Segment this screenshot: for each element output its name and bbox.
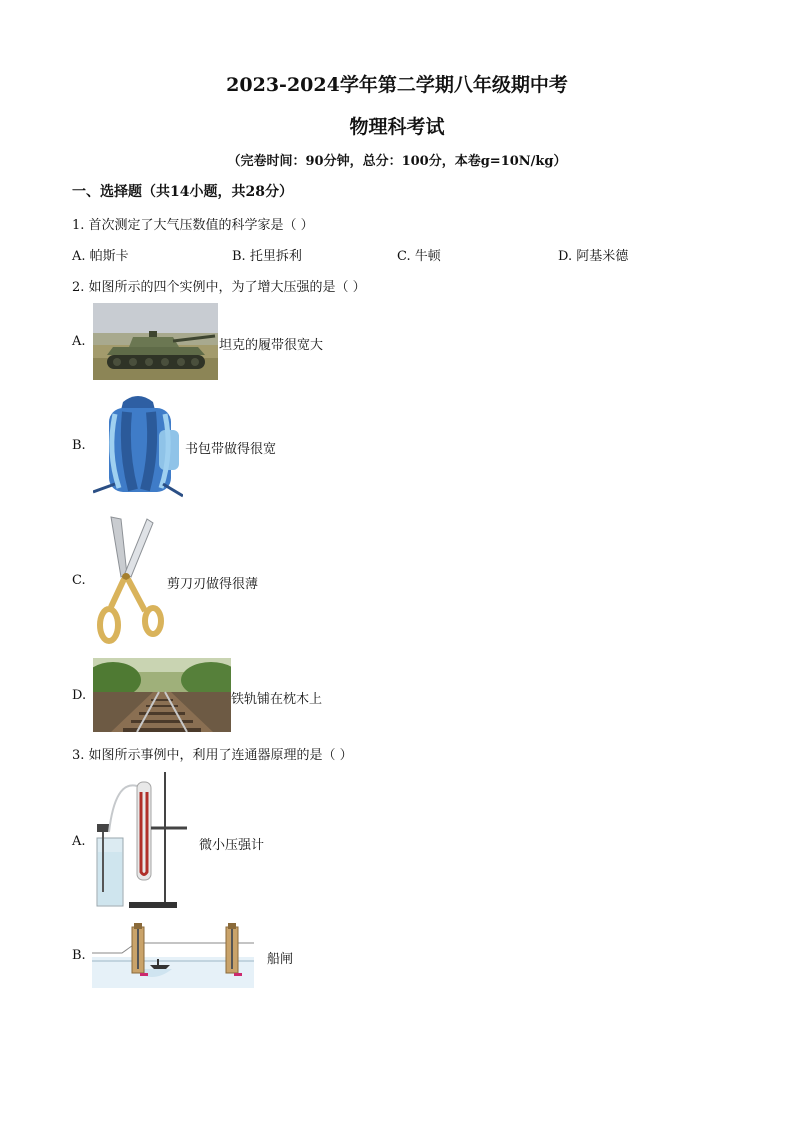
question-2-option-a-letter: A. [72,334,86,349]
question-1-option-b: B. 托里拆利 [232,249,302,264]
question-2-option-d-text: 铁轨铺在枕木上 [231,692,323,707]
question-2-option-c-text: 剪刀刃做得很薄 [167,577,259,592]
question-3-option-b-letter: B. [72,948,86,963]
question-3-option-a-text: 微小压强计 [199,838,265,853]
question-2-option-b-text: 书包带做得很宽 [185,442,277,457]
question-1-option-c: C. 牛顿 [397,249,441,264]
question-2-stem: 2. 如图所示的四个实例中，为了增大压强的是（ ） [72,280,366,295]
exam-info: （完卷时间：90分钟，总分：100分，本卷g=10N/kg） [227,154,567,169]
question-2-option-d-letter: D. [72,688,87,703]
scissors-illustration [97,515,167,645]
question-3-stem: 3. 如图所示事例中，利用了连通器原理的是（ ） [72,748,353,763]
question-3-option-b-text: 船闸 [267,952,294,967]
ship-lock-illustration [92,921,254,988]
exam-title: 2023-2024学年第二学期八年级期中考 [226,74,568,96]
question-1-stem: 1. 首次测定了大气压数值的科学家是（ ） [72,218,314,233]
question-2-option-c-letter: C. [72,573,86,588]
railway-illustration [93,658,231,732]
question-1-option-d: D. 阿基米德 [558,249,629,264]
tank-illustration [93,303,218,380]
manometer-illustration [95,772,190,910]
exam-subject-title: 物理科考试 [349,116,445,138]
question-3-option-a-letter: A. [72,834,86,849]
question-2-option-b-letter: B. [72,438,86,453]
question-2-option-a-text: 坦克的履带很宽大 [219,338,324,353]
question-1-option-a: A. 帕斯卡 [72,249,129,264]
section-heading-choice: 一、选择题（共14小题，共28分） [72,184,293,200]
backpack-illustration [93,392,183,500]
